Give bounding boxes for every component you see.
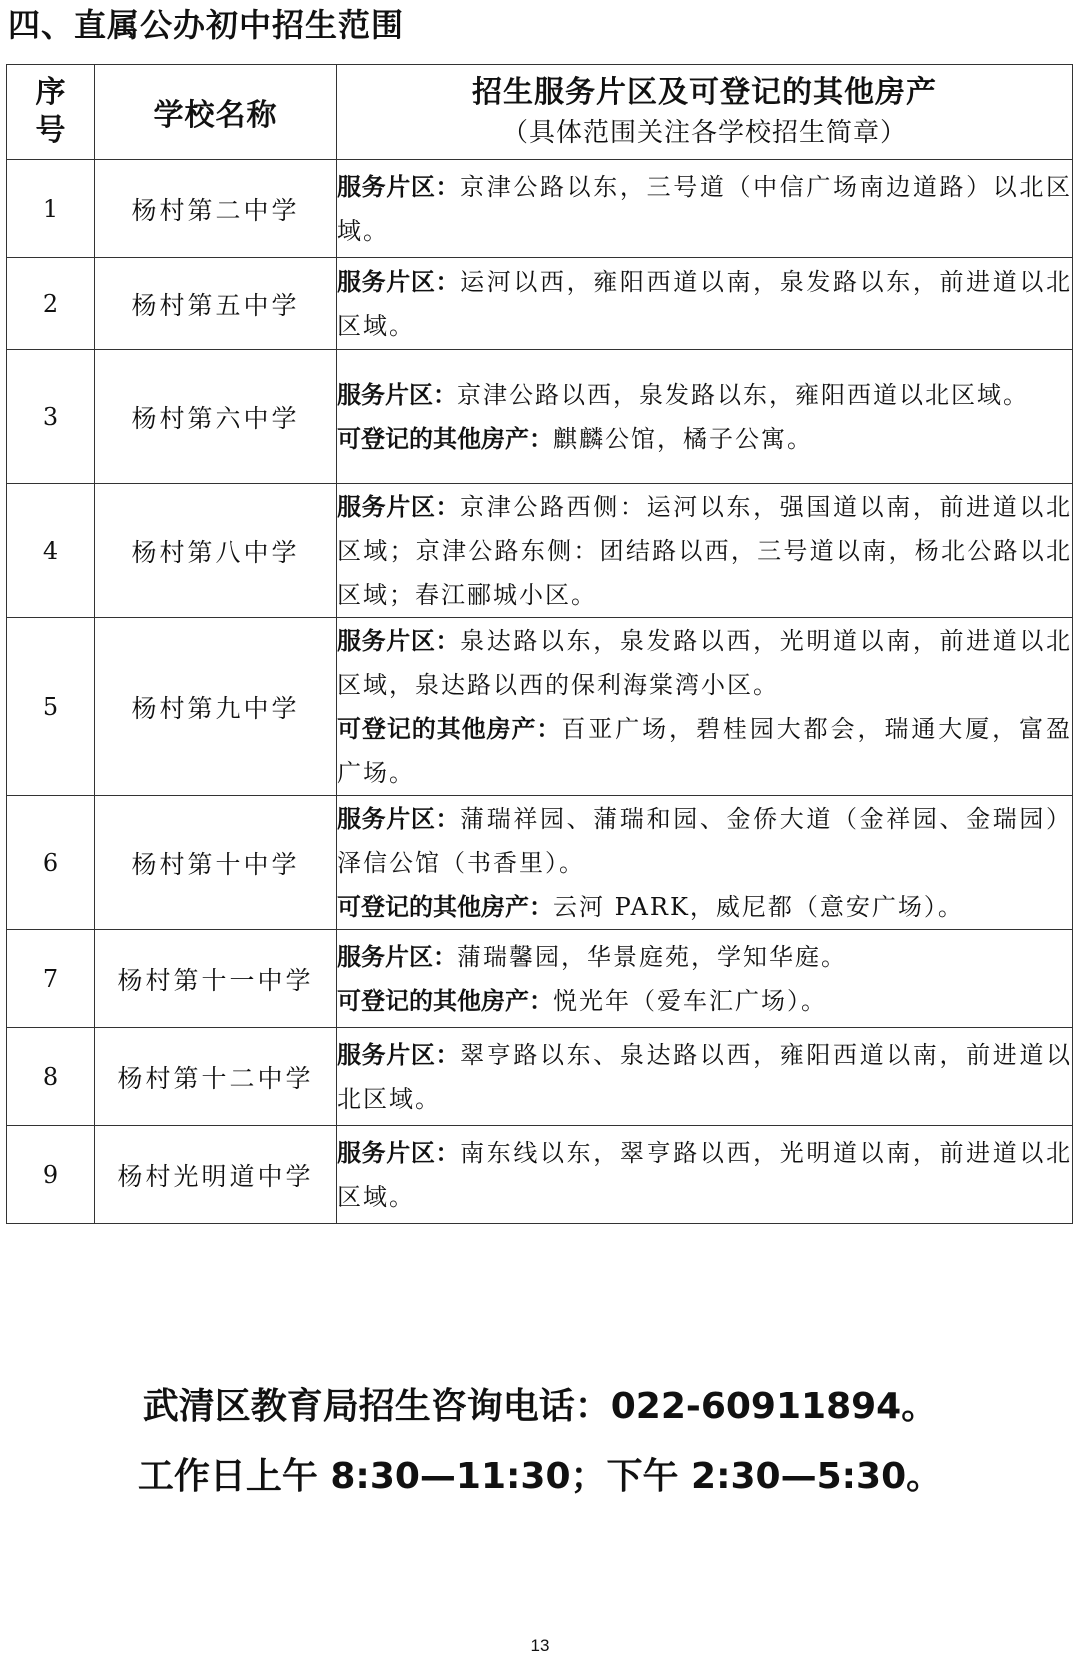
row-service-area [337,796,1073,930]
table-row [7,160,1073,258]
row-service-area [337,1126,1073,1224]
row-school-name: 杨村第十二中学 [95,1028,337,1126]
row-service-area [337,160,1073,258]
area-paragraph [337,797,1072,885]
area-paragraph [337,485,1072,617]
area-label: 服务片区： [337,942,457,971]
row-school-name: 杨村第六中学 [95,350,337,484]
area-text: 蒲瑞祥园、蒲瑞和园、金侨大道（金祥园、金瑞园）泽信公馆（书香里）。 [337,804,1073,877]
header-serial-number-text: 序 号 [35,75,66,148]
area-text: 云河 PARK，威尼都（意安广场）。 [553,892,964,921]
area-label: 服务片区： [337,1040,461,1069]
header-service-area-note: （具体范围关注各学校招生简章） [501,118,907,148]
area-label: 服务片区： [337,626,461,655]
row-school-name: 杨村第二中学 [95,160,337,258]
area-paragraph [337,373,1072,417]
area-paragraph [337,619,1072,707]
row-serial-number: 8 [7,1028,95,1126]
area-paragraph [337,165,1072,253]
row-school-name: 杨村第十一中学 [95,930,337,1028]
row-serial-number: 4 [7,484,95,618]
row-school-name: 杨村第九中学 [95,618,337,796]
area-paragraph [337,707,1072,795]
row-service-area [337,930,1073,1028]
row-service-area [337,618,1073,796]
area-text: 蒲瑞馨园，华景庭苑，学知华庭。 [457,942,847,971]
row-serial-number: 5 [7,618,95,796]
area-paragraph [337,417,1072,461]
row-serial-number: 9 [7,1126,95,1224]
page-number: 13 [530,1636,550,1655]
table-row [7,930,1073,1028]
area-text: 泉达路以东，泉发路以西，光明道以南，前进道以北区域，泉达路以西的保利海棠湾小区。 [337,626,1073,699]
area-text: 京津公路西侧：运河以东，强国道以南，前进道以北区域；京津公路东侧：团结路以西，三号道以南，杨北公路以北区域；春江郦城小区。 [337,492,1073,609]
area-label: 服务片区： [337,172,461,201]
table-row [7,796,1073,930]
table-row [7,484,1073,618]
table-header-row [7,65,1073,160]
area-paragraph [337,979,1072,1023]
enrollment-table [6,64,1073,1224]
area-paragraph [337,1131,1072,1219]
row-school-name: 杨村光明道中学 [95,1126,337,1224]
row-service-area [337,350,1073,484]
header-service-area-title: 招生服务片区及可登记的其他房产 [472,75,937,110]
row-service-area [337,258,1073,350]
area-text: 京津公路以东，三号道（中信广场南边道路）以北区域。 [337,172,1073,245]
area-text: 运河以西，雍阳西道以南，泉发路以东，前进道以北区域。 [337,267,1073,340]
area-label: 服务片区： [337,380,457,409]
row-school-name: 杨村第十中学 [95,796,337,930]
area-text: 京津公路以西，泉发路以东，雍阳西道以北区域。 [457,380,1029,409]
area-text: 悦光年（爱车汇广场）。 [553,986,827,1015]
table-row [7,1028,1073,1126]
row-serial-number: 2 [7,258,95,350]
table-row [7,1126,1073,1224]
row-serial-number: 7 [7,930,95,1028]
area-text: 百亚广场，碧桂园大都会，瑞通大厦，富盈广场。 [337,714,1073,787]
area-label: 服务片区： [337,267,461,296]
contact-phone-line: 武清区教育局招生咨询电话：022-60911894。 [142,1386,938,1427]
header-service-area [337,65,1073,160]
area-paragraph [337,1033,1072,1121]
area-paragraph [337,885,1072,929]
area-text: 麒麟公馆，橘子公寓。 [553,424,813,453]
area-label: 可登记的其他房产： [337,892,553,921]
area-label: 服务片区： [337,1138,461,1167]
area-label: 服务片区： [337,804,461,833]
area-text: 南东线以东，翠亨路以西，光明道以南，前进道以北区域。 [337,1138,1073,1211]
area-label: 可登记的其他房产： [337,424,553,453]
row-serial-number: 1 [7,160,95,258]
section-title: 四、直属公办初中招生范围 [8,6,405,44]
area-label: 可登记的其他房产： [337,986,553,1015]
table-row [7,618,1073,796]
header-serial-number [7,65,95,160]
area-text: 翠亨路以东、泉达路以西，雍阳西道以南，前进道以北区域。 [337,1040,1073,1113]
area-label: 可登记的其他房产： [337,714,562,743]
row-service-area [337,484,1073,618]
area-label: 服务片区： [337,492,461,521]
table-row [7,258,1073,350]
area-paragraph [337,935,1072,979]
area-paragraph [337,260,1072,348]
row-service-area [337,1028,1073,1126]
row-serial-number: 3 [7,350,95,484]
contact-hours-line: 工作日上午 8:30—11:30；下午 2:30—5:30。 [137,1456,943,1497]
header-school-name: 学校名称 [95,65,337,160]
row-serial-number: 6 [7,796,95,930]
row-school-name: 杨村第五中学 [95,258,337,350]
row-school-name: 杨村第八中学 [95,484,337,618]
table-row [7,350,1073,484]
